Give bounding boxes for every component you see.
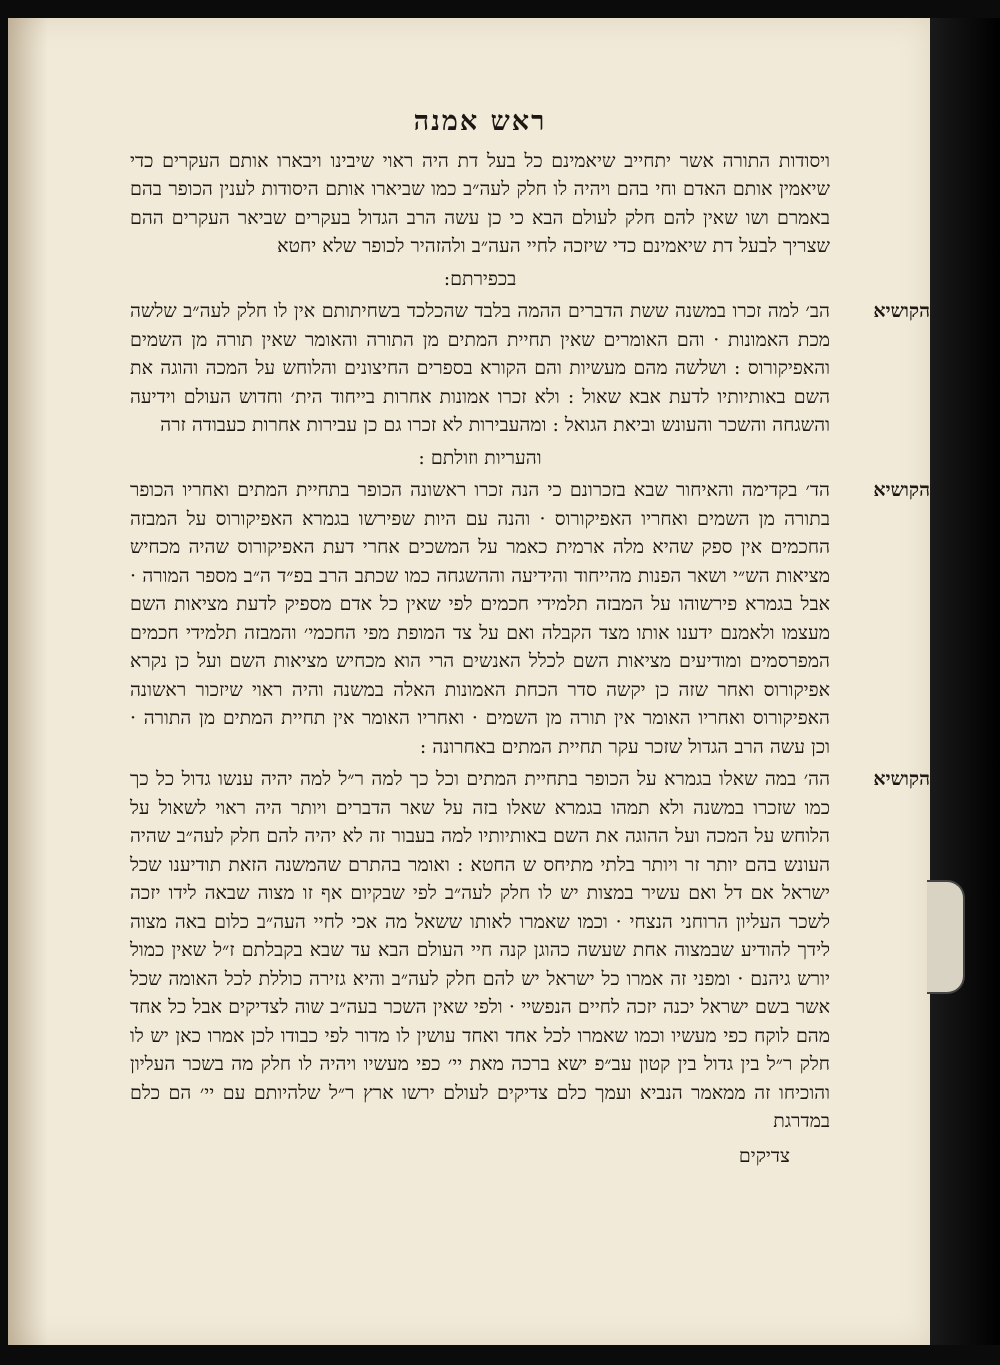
kushya-2-closing: והעריות וזולתם :	[418, 446, 542, 469]
kushya-4-label: הקושיא	[873, 479, 930, 501]
kushya-4-text: הד׳ בקדימה והאיחור שבא בזכרונם כי הנה זכרו ראשונה הכופר בתחיית המתים ואחריו הכופר בתורה מן השמים ואחריו האפיקורוס · והנה עם היות שפירשו בגמרא האפיקורוס על המבזה החכמים אין ספק שהיא מלה ארמית כאמר על המשכים אחרי דעת האפיקורוס שהיה מכחיש מציאות הש״י ושאר הפנות מהייחוד והידיעה וההשגחה כמו שכתב הרב בפ״ד ה״ב מספר המורה · אבל בגמרא פירשוהו על המבזה תלמידי חכמים לפי שאין כל אדם מספיק לדעת מציאות השם מעצמו ולאמנם ידענו אותו מצד הקבלה ואם על צד המופת מפי החכמי׳ והמבזה תלמידי חכמים המפרסמים ומודיעים מציאות השם לכלל האנשים הרי הוא מכחיש מציאות השם ועל כן נקרא אפיקורוס ואחר שזה כן יקשה סדר הכחת האמונות האלה במשנה והיה ראוי שיזכור ראשונה האפיקורוס ואחריו האומר אין תורה מן השמים · ואחריו האומר אין תחיית המתים מן התורה · וכן עשה הרב הגדול שזכר עקר תחיית המתים באחרונה :	[130, 479, 830, 758]
page-edge-shadow	[930, 18, 1000, 1345]
running-head: ראש אמנה	[413, 106, 547, 137]
kushya-5-block	[130, 765, 930, 1136]
kushya-4-block	[130, 476, 930, 761]
page-text	[130, 106, 930, 1170]
last-word: צדיקים	[738, 1144, 790, 1167]
intro-closing: בכפירתם:	[443, 267, 517, 290]
page-tab-marker	[927, 880, 965, 994]
kushya-2-label: הקושיא	[873, 300, 930, 322]
intro-paragraph: ויסודות התורה אשר יתחייב שיאמינם כל בעל דת היה ראוי שיבינו ויבארו אותם העקרים כדי שיאמין אותם האדם וחי בהם ויהיה לו חלק לעה״ב כמו שביארו אותם היסודות לענין הכופר בהם באמרם ושו שאין להם חלק לעולם הבא כי כן עשה הרב הגדול בעקרים שביאר העקרים ההם שצריך לבעל דת שיאמינם כדי שיזכה לחיי העה״ב ולהזהיר לכופר שלא יחטא	[130, 149, 830, 257]
book-page	[8, 18, 930, 1345]
kushya-5-label: הקושיא	[873, 768, 930, 790]
kushya-2-text: הב׳ למה זכרו במשנה ששת הדברים ההמה בלבד שהכלכד בשחיתותם אין לו חלק לעה״ב שלשה מכת האמונות · והם האומרים שאין תחיית המתים מן התורה והאומר שאין תורה מן השמים והאפיקורוס : ושלשה מהם מעשיות והם הקורא בספרים החיצונים והלוחש על המכה והוגה את השם באותיותיו לדעת אבא שאול : ולא זכרו אמונות אחרות בייחוד הית׳ וחדוש העולם וידיעה והשגחה והשכר והעונש וביאת הגואל : ומהעבירות לא זכרו גם כן עבירות אחרות כעבודה זרה	[130, 300, 830, 436]
kushya-2-block	[130, 297, 930, 472]
kushya-5-text: הה׳ במה שאלו בגמרא על הכופר בתחיית המתים וכל כך למה ר״ל למה יהיה ענשו גדול כל כך כמו שזכרו במשנה ולא תמהו בגמרא שאלו בזה על שאר הדברים ויותר היה ראוי לשאול על הלוחש על המכה ועל ההוגה את השם באותיותיו למה בעבור זה לא יהיה להם חלק לעה״ב שהיה העונש בהם יותר זר ויותר בלתי מתיחס ש החטא : ואומר בהתרם שהמשנה הזאת תודיענו שכל ישראל אם דל ואם עשיר במצות יש לו חלק לעה״ב לפי שבקיום אף זו מצוה שבאה לידו יזכה לשכר העליון הרוחני הנצחי · וכמו שאמרו לאותו ששאל מה אכי לחיי העה״ב כלום באה מצוה לידך להודיע שבמצוה אחת שעשה כהוגן קנה חיי העולם הבא עד שבא בקבלתם ז״ל שאין כמול יורש גיהנם · ומפני זה אמרו כל ישראל יש להם חלק לעה״ב והיא גזירה כוללת לכל האומה שכל אשר בשם ישראל יכנה יזכה לחיים הנפשיי · ולפי שאין השכר בעה״ב שוה לצדיקים אבל כל אחד מהם לוקח כפי מעשיו וכמו שאמרו לכל אחד ואחד עושין לו מדור לפי כבודו לכן אמרו כאן יש לו חלק ר״ל בין גדול בין קטון עב״פ ישא ברכה מאת יי׳ כפי מעשיו ויהיה לו חלק מה בשכר העליון והוכיחו זה ממאמר הנביא ועמך כלם צדיקים לעולם ירשו ארץ ר״ל שלהיותם עם יי׳ הם כלם במדרגת	[130, 768, 830, 1132]
